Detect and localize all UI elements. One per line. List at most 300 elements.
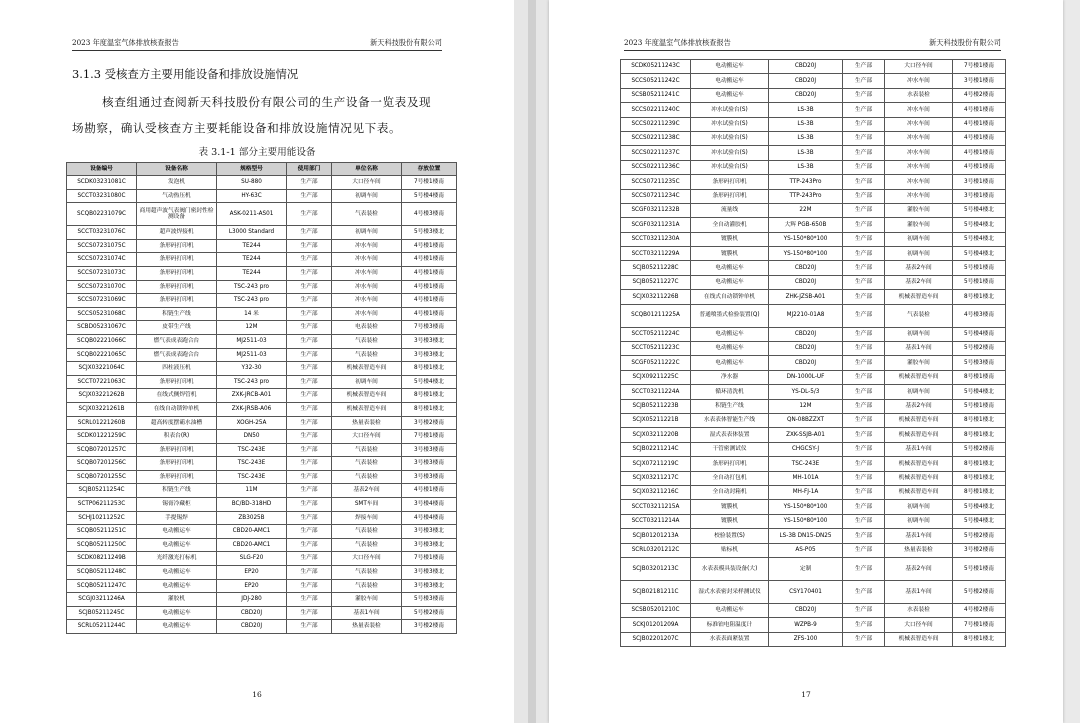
table-cell: 在线式侧焊管机: [137, 389, 217, 403]
table-cell: 锡膏冷藏柜: [137, 498, 217, 512]
paragraph-line-1: 核查组通过查阅新天科技股份有限公司的生产设备一览表及现: [102, 95, 432, 109]
table-cell: 初调车间: [885, 247, 953, 261]
table-cell: 大口径车间: [332, 430, 402, 444]
table-row: [621, 247, 1006, 261]
table-cell: LS-3B: [769, 103, 843, 117]
table-cell: CBD20J: [769, 88, 843, 102]
column-header: 设备编号: [67, 163, 137, 176]
table-cell: 水表装检: [885, 88, 953, 102]
table-cell: 生产部: [287, 253, 332, 267]
table-cell: TSC-243E: [217, 457, 287, 471]
table-cell: 生产部: [287, 566, 332, 580]
table-cell: 3号楼3楼北: [402, 538, 457, 552]
table-cell: 生产部: [843, 290, 885, 304]
table-cell: SCJX05211221B: [621, 413, 691, 427]
table-cell: 3号楼1楼南: [953, 189, 1006, 203]
table-cell: SCQB07201255C: [67, 470, 137, 484]
table-cell: SCCS05211242C: [621, 74, 691, 88]
table-cell: 3号楼1楼南: [953, 175, 1006, 189]
table-cell: 生产部: [843, 189, 885, 203]
table-cell: 超声波焊接机: [137, 226, 217, 240]
table-cell: 生产部: [843, 500, 885, 514]
table-cell: 3号楼3楼北: [402, 348, 457, 362]
table-cell: 4号楼1楼南: [402, 253, 457, 267]
table-row: [67, 402, 457, 416]
table-cell: CBD20-AMC1: [217, 525, 287, 539]
table-row: [621, 304, 1006, 327]
table-cell: 机械表智造车间: [885, 370, 953, 384]
table-cell: 4号楼1楼南: [402, 239, 457, 253]
table-cell: SCCT03211214A: [621, 514, 691, 528]
table-cell: 12M: [769, 399, 843, 413]
table-cell: 条形码打印机: [137, 253, 217, 267]
table-cell: MH-FJ-1A: [769, 485, 843, 499]
table-cell: CBD20J: [769, 342, 843, 356]
table-cell: 4号楼1楼南: [402, 307, 457, 321]
table-row: [621, 399, 1006, 413]
table-cell: SCQB02231079C: [67, 203, 137, 226]
table-row: [621, 175, 1006, 189]
table-cell: 电动搬运车: [691, 261, 769, 275]
table-cell: 生产部: [287, 294, 332, 308]
table-cell: TSC-243E: [217, 443, 287, 457]
table-cell: 5号楼2楼南: [953, 342, 1006, 356]
table-cell: 条形码打印机: [137, 470, 217, 484]
table-cell: AS-P05: [769, 543, 843, 557]
table-cell: 5号楼4楼北: [953, 218, 1006, 232]
table-cell: 8号楼1楼北: [953, 428, 1006, 442]
table-cell: 气表装检: [885, 304, 953, 327]
table-cell: 电动搬运车: [691, 603, 769, 617]
table-cell: 气表装检: [332, 457, 402, 471]
table-cell: 电动搬运车: [691, 74, 769, 88]
table-cell: 冲水车间: [885, 74, 953, 88]
table-cell: 大辉 PGB-650B: [769, 218, 843, 232]
table-cell: 超高转度摆霸水油槽: [137, 416, 217, 430]
paragraph-line-2: 场勘察，确认受核查方主要耗能设备和排放设施情况见下表。: [72, 121, 402, 135]
table-cell: SCQB05211248C: [67, 566, 137, 580]
table-cell: 大口径车间: [885, 618, 953, 632]
table-cell: YS-150*80*100: [769, 500, 843, 514]
table-cell: LS-3B: [769, 131, 843, 145]
table-row: [67, 334, 457, 348]
table-cell: DN50: [217, 430, 287, 444]
table-cell: ZFS-100: [769, 632, 843, 646]
table-cell: 生产部: [287, 307, 332, 321]
table-cell: 冲水试验台(S): [691, 103, 769, 117]
table-cell: 灌胶车间: [885, 356, 953, 370]
table-cell: SCCT03211229A: [621, 247, 691, 261]
table-cell: 积链生产线: [691, 399, 769, 413]
table-cell: 冲水车间: [332, 266, 402, 280]
table-cell: 12M: [217, 321, 287, 335]
table-cell: 4号楼1楼南: [953, 160, 1006, 174]
table-row: [621, 232, 1006, 246]
table-cell: 初调车间: [885, 232, 953, 246]
table-cell: 电动搬运车: [691, 327, 769, 341]
table-cell: 5号楼1楼南: [953, 261, 1006, 275]
table-cell: 生产部: [843, 327, 885, 341]
table-cell: 电动搬运车: [137, 606, 217, 620]
table-cell: TTP-243Pro: [769, 189, 843, 203]
table-row: [67, 253, 457, 267]
page-16: [0, 0, 514, 723]
table-cell: CHGCSY-J: [769, 442, 843, 456]
table-row: [621, 131, 1006, 145]
table-cell: 3号楼2楼南: [402, 620, 457, 634]
table-cell: 电动搬运车: [691, 356, 769, 370]
table-cell: TSC-243 pro: [217, 280, 287, 294]
table-cell: SCJX03211226B: [621, 290, 691, 304]
table-cell: 5号楼4楼南: [402, 189, 457, 203]
table-row: [621, 60, 1006, 74]
table-cell: 热量表装检: [885, 543, 953, 557]
table-row: [621, 275, 1006, 289]
table-cell: SCQB07201256C: [67, 457, 137, 471]
table-row: [67, 294, 457, 308]
table-cell: 生产部: [287, 389, 332, 403]
table-cell: 普通喷墨式检验装置(Q): [691, 304, 769, 327]
table-cell: LS-3B: [769, 160, 843, 174]
table-cell: 气表装检: [332, 348, 402, 362]
table-cell: 生产部: [843, 413, 885, 427]
table-cell: MJ2511-03: [217, 348, 287, 362]
table-cell: 生产部: [843, 117, 885, 131]
table-cell: 4号楼1楼南: [402, 294, 457, 308]
table-cell: 气表装检: [332, 566, 402, 580]
column-header: 规格型号: [217, 163, 287, 176]
table-cell: EP20: [217, 579, 287, 593]
table-cell: 全自动打包机: [691, 471, 769, 485]
table-cell: 电动搬运车: [137, 566, 217, 580]
table-row: [621, 580, 1006, 603]
table-cell: 灌胶车间: [332, 593, 402, 607]
table-cell: 生产部: [287, 606, 332, 620]
table-row: [621, 457, 1006, 471]
header-report-title: 2023 年度温室气体排放核查报告: [72, 38, 179, 47]
table-cell: SCJX07211219C: [621, 457, 691, 471]
table-cell: 生产部: [287, 484, 332, 498]
table-cell: 8号楼1楼北: [953, 290, 1006, 304]
table-row: [67, 266, 457, 280]
table-cell: SCTP06211253C: [67, 498, 137, 512]
table-cell: 生产部: [287, 498, 332, 512]
table-cell: 生产部: [843, 428, 885, 442]
table-cell: 冲水车间: [332, 239, 402, 253]
table-cell: 冲水车间: [885, 103, 953, 117]
table-cell: 大口径车间: [332, 552, 402, 566]
table-row: [621, 543, 1006, 557]
table-cell: 5号楼2楼南: [953, 529, 1006, 543]
table-cell: 生产部: [843, 275, 885, 289]
table-cell: MH-101A: [769, 471, 843, 485]
table-cell: 14 米: [217, 307, 287, 321]
table-cell: 初调车间: [885, 500, 953, 514]
table-cell: 生产部: [287, 280, 332, 294]
table-cell: TE244: [217, 253, 287, 267]
table-cell: 7号楼1楼南: [402, 176, 457, 190]
table-cell: 初调车间: [332, 189, 402, 203]
table-cell: 镀膜机: [691, 514, 769, 528]
table-cell: SCKJ01201209A: [621, 618, 691, 632]
table-row: [621, 557, 1006, 580]
table-cell: SCJB01201213A: [621, 529, 691, 543]
table-cell: 4号楼1楼南: [953, 103, 1006, 117]
table-row: [621, 74, 1006, 88]
table-cell: 8号楼1楼北: [402, 389, 457, 403]
table-cell: 基表1车间: [885, 580, 953, 603]
page-number: 16: [252, 690, 262, 699]
table-cell: 3号楼4楼南: [402, 498, 457, 512]
page-number: 17: [801, 690, 811, 699]
table-cell: 条形码打印机: [137, 457, 217, 471]
table-cell: DN-1000L-UF: [769, 370, 843, 384]
table-cell: TSC-243 pro: [217, 375, 287, 389]
table-cell: 11M: [217, 484, 287, 498]
table-cell: 手提锡焊: [137, 511, 217, 525]
table-cell: 条形码打印机: [137, 280, 217, 294]
table-cell: 5号楼2楼南: [402, 606, 457, 620]
table-row: [621, 146, 1006, 160]
table-cell: 电动搬运车: [691, 60, 769, 74]
table-cell: 条形码打印机: [691, 175, 769, 189]
table-cell: SCCS02211238C: [621, 131, 691, 145]
table-cell: 生产部: [287, 266, 332, 280]
table-cell: YS-150*80*100: [769, 232, 843, 246]
table-cell: SCRL05211244C: [67, 620, 137, 634]
table-cell: 7号楼1楼南: [953, 618, 1006, 632]
table-row: [621, 632, 1006, 646]
table-cell: 生产部: [287, 189, 332, 203]
table-cell: 气动热压机: [137, 189, 217, 203]
header-divider: [624, 50, 1001, 51]
table-cell: SCJB05211223B: [621, 399, 691, 413]
table-cell: 4号楼1楼南: [953, 146, 1006, 160]
table-cell: SCQB07201257C: [67, 443, 137, 457]
table-cell: 电动搬运车: [137, 579, 217, 593]
section-title: 3.1.3 受核查方主要用能设备和排放设施情况: [72, 67, 299, 81]
table-cell: 4号楼3楼南: [402, 203, 457, 226]
table-cell: CBD20-AMC1: [217, 538, 287, 552]
table-cell: 气表装检: [332, 443, 402, 457]
table-cell: 7号楼1楼南: [953, 60, 1006, 74]
table-row: [621, 385, 1006, 399]
table-cell: 条形码打印机: [691, 189, 769, 203]
table-cell: SCRL03201212C: [621, 543, 691, 557]
table-cell: 大口径车间: [332, 176, 402, 190]
table-cell: 4号楼1楼南: [402, 280, 457, 294]
table-cell: 气表装检: [332, 525, 402, 539]
table-row: [67, 362, 457, 376]
table-cell: 生产部: [843, 632, 885, 646]
table-cell: 8号楼1楼北: [953, 632, 1006, 646]
table-cell: 基表2车间: [885, 557, 953, 580]
table-cell: SCQB05211251C: [67, 525, 137, 539]
table-row: [67, 226, 457, 240]
table-cell: 生产部: [287, 457, 332, 471]
table-row: [67, 375, 457, 389]
table-cell: 4号楼2楼南: [953, 603, 1006, 617]
table-cell: 生产部: [287, 321, 332, 335]
header-company: 新天科技股份有限公司: [929, 38, 1001, 47]
viewer-gutter: [514, 0, 549, 723]
table-cell: 生产部: [287, 430, 332, 444]
table-cell: CBD20J: [217, 620, 287, 634]
table-cell: SCCS02211236C: [621, 160, 691, 174]
table-row: [67, 579, 457, 593]
table-cell: 电动搬运车: [137, 538, 217, 552]
table-cell: 生产部: [287, 362, 332, 376]
equipment-table-right: [620, 59, 1006, 647]
table-row: [621, 261, 1006, 275]
table-cell: 积表台(R): [137, 430, 217, 444]
table-cell: 5号楼4楼北: [953, 247, 1006, 261]
table-cell: SCHJ10211252C: [67, 511, 137, 525]
table-cell: 基表1车间: [885, 442, 953, 456]
table-row: [621, 428, 1006, 442]
table-cell: 初调车间: [885, 514, 953, 528]
table-cell: TSC-243E: [769, 457, 843, 471]
table-cell: SCQB01211225A: [621, 304, 691, 327]
table-cell: 生产部: [843, 580, 885, 603]
table-cell: SCQB05211250C: [67, 538, 137, 552]
table-cell: 四柱液压机: [137, 362, 217, 376]
table-cell: YS-DL-5/3: [769, 385, 843, 399]
table-cell: 5号楼1楼南: [953, 557, 1006, 580]
table-cell: SCCT05211223C: [621, 342, 691, 356]
table-row: [621, 471, 1006, 485]
table-cell: YS-150*80*100: [769, 514, 843, 528]
gutter-scrollbar[interactable]: [528, 0, 536, 723]
table-cell: LS-3B DN15-DN25: [769, 529, 843, 543]
table-cell: 冲水车间: [332, 280, 402, 294]
table-cell: 条形码打印机: [691, 457, 769, 471]
table-cell: 8号楼1楼北: [953, 471, 1006, 485]
table-cell: 生产部: [843, 74, 885, 88]
table-cell: 3号楼1楼南: [953, 74, 1006, 88]
table-cell: 燃气表成表跑合台: [137, 348, 217, 362]
table-cell: 3号楼3楼南: [402, 443, 457, 457]
table-cell: SCCS07231070C: [67, 280, 137, 294]
table-cell: 热量表装检: [332, 416, 402, 430]
table-cell: 电表装检: [332, 321, 402, 335]
table-cell: 机械表智造车间: [332, 389, 402, 403]
table-cell: SCGJ03211246A: [67, 593, 137, 607]
table-cell: 机械表智造车间: [332, 402, 402, 416]
table-cell: 灌胶机: [137, 593, 217, 607]
table-cell: SCDK03231081C: [67, 176, 137, 190]
table-row: [621, 218, 1006, 232]
table-cell: 生产部: [843, 261, 885, 275]
table-cell: 生产部: [843, 543, 885, 557]
table-cell: 7号楼3楼南: [402, 321, 457, 335]
table-cell: 初调车间: [885, 385, 953, 399]
table-cell: SCCT03211215A: [621, 500, 691, 514]
table-cell: SCJB05211228C: [621, 261, 691, 275]
table-cell: 冲水车间: [885, 146, 953, 160]
table-row: [67, 470, 457, 484]
table-cell: 在线式自动锁钟单机: [691, 290, 769, 304]
table-cell: SCGF05211222C: [621, 356, 691, 370]
column-header: 存放位置: [402, 163, 457, 176]
table-row: [67, 189, 457, 203]
table-cell: 冲水车间: [332, 253, 402, 267]
table-cell: 机械表智造车间: [885, 471, 953, 485]
table-cell: SCCS02211239C: [621, 117, 691, 131]
table-cell: 生产部: [287, 470, 332, 484]
table-cell: 3号楼3楼北: [402, 579, 457, 593]
table-cell: SCJB03201213C: [621, 557, 691, 580]
table-cell: 生产部: [843, 203, 885, 217]
table-cell: 基表2车间: [885, 261, 953, 275]
table-row: [67, 511, 457, 525]
table-cell: 5号楼4楼南: [953, 327, 1006, 341]
table-row: [621, 485, 1006, 499]
table-cell: 3号楼3楼北: [402, 334, 457, 348]
table-cell: SCCT07221063C: [67, 375, 137, 389]
table-cell: SCJX03221261B: [67, 402, 137, 416]
table-cell: 全自动封箱机: [691, 485, 769, 499]
table-cell: SCJB02201207C: [621, 632, 691, 646]
table-cell: 电动搬运车: [691, 88, 769, 102]
table-cell: 电动搬运车: [691, 275, 769, 289]
table-cell: SCCS07231075C: [67, 239, 137, 253]
table-row: [67, 203, 457, 226]
table-cell: 水表装检: [885, 603, 953, 617]
table-cell: 8号楼1楼北: [953, 485, 1006, 499]
table-row: [621, 500, 1006, 514]
table-cell: 条形码打印机: [137, 266, 217, 280]
table-cell: 生产部: [843, 457, 885, 471]
table-cell: 生产部: [287, 239, 332, 253]
table-cell: 生产部: [843, 529, 885, 543]
table-cell: 4号楼1楼南: [402, 266, 457, 280]
table-cell: 4号楼1楼南: [402, 484, 457, 498]
table-cell: SU-880: [217, 176, 287, 190]
table-row: [67, 430, 457, 444]
table-cell: SCCS02211237C: [621, 146, 691, 160]
table-cell: 冲水车间: [332, 307, 402, 321]
table-cell: ZXK-JRCB-A01: [217, 389, 287, 403]
table-row: [621, 203, 1006, 217]
table-cell: 4号楼1楼南: [953, 117, 1006, 131]
table-cell: CBD20J: [769, 603, 843, 617]
table-row: [621, 327, 1006, 341]
table-row: [621, 290, 1006, 304]
table-cell: CBD20J: [769, 261, 843, 275]
table-cell: SCJB02211214C: [621, 442, 691, 456]
table-cell: 光纤激光打标机: [137, 552, 217, 566]
table-row: [67, 457, 457, 471]
table-cell: SCCT03211230A: [621, 232, 691, 246]
table-cell: 5号楼2楼南: [953, 580, 1006, 603]
table-row: [67, 498, 457, 512]
table-cell: 7号楼1楼南: [402, 430, 457, 444]
table-cell: 4号楼3楼南: [953, 304, 1006, 327]
table-row: [67, 552, 457, 566]
table-cell: SCJX03221262B: [67, 389, 137, 403]
header-company: 新天科技股份有限公司: [370, 38, 442, 47]
table-cell: 22M: [769, 203, 843, 217]
table-cell: 生产部: [843, 131, 885, 145]
table-row: [621, 342, 1006, 356]
table-cell: SCRL01221260B: [67, 416, 137, 430]
table-cell: SCDK05211243C: [621, 60, 691, 74]
table-cell: SCCT03231080C: [67, 189, 137, 203]
table-cell: 机械表智造车间: [885, 632, 953, 646]
table-cell: QN-08BZZXT: [769, 413, 843, 427]
table-cell: EP20: [217, 566, 287, 580]
